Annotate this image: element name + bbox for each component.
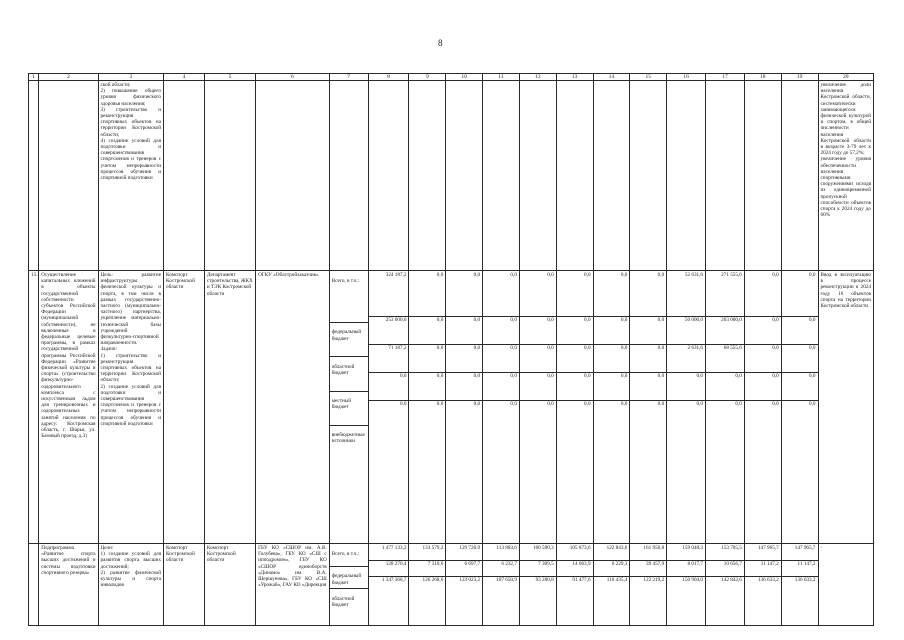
amount: 0,0 [409, 272, 445, 317]
amount: 93 280,8 [535, 577, 554, 583]
amount: 271 555,6 [706, 272, 744, 317]
co-executor-cell: Комспорт Костромской области [204, 544, 255, 626]
amount: 0,0 [745, 317, 781, 345]
amount: 126 268,6 [422, 577, 444, 583]
table-row [29, 271, 874, 544]
amount: 0,0 [782, 345, 818, 373]
amount: 0,0 [630, 317, 666, 345]
amount: 136 633,2 [757, 577, 779, 583]
col-number: 5 [204, 74, 255, 81]
col-number: 9 [409, 74, 446, 81]
amount: 50 000,0 [667, 317, 705, 345]
amount: 39 457,9 [630, 561, 666, 577]
subprogram-name-cell: Подпрограмма «Развитие спорта высших достижений и системы подготовки спортивного резерва» [39, 544, 98, 626]
amount: 147 965,7 [782, 545, 818, 561]
col-number: 6 [256, 74, 330, 81]
amount: 0,0 [446, 373, 482, 401]
col-number: 4 [164, 74, 205, 81]
amount: 203 000,0 [706, 317, 744, 345]
row-number: 15. [29, 271, 39, 544]
amount: 0,0 [706, 373, 744, 401]
amount: 0,0 [594, 272, 630, 317]
amount: 7 310,6 [409, 561, 445, 577]
amount: 1 347 368,7 [381, 577, 407, 583]
amount: 100 590,3 [520, 545, 556, 561]
amount: 14 063,9 [557, 561, 593, 577]
goals-cell: Цель: развитие инфраструктуры физической культуры и спорта, в том числе в рамках государственно-частного (муниципально-частного) партнерства, укрепление материально-технической базы учреждений физкультурно-спортивной направленности. Задачи: 1) строительство и реконструкция спортивных объектов на территории Костромской области; 2) создание условий для подготовки и совершенствования спортсменов и тренеров с учетом непрерывности процессов обучения и спортивной подготовки [98, 271, 163, 544]
col-number: 14 [593, 74, 630, 81]
source-label: Всего, в т.ч.: [330, 278, 368, 323]
amount: 0,0 [667, 373, 705, 401]
source-label: Всего, в т.ч.: [330, 551, 368, 567]
executor-cell: ГБУ КО «СШОР им. А.В. Голубева», ГБУ КО «СШ с ипподромом», ГБУ КО «СШОР единоборств «Динамо» им. В.А. Шершунова», ГБУ КО «СШ «Урожай», ГАУ КО «Дирекция [256, 544, 330, 626]
col-number: 18 [744, 74, 781, 81]
amount: 0,0 [557, 345, 593, 373]
amount: 71 187,2 [369, 345, 409, 373]
amount: 0,0 [557, 272, 593, 317]
col-number: 11 [483, 74, 520, 81]
amount: 0,0 [520, 345, 556, 373]
amount: 133 579,2 [409, 545, 445, 561]
source-label: областной бюджет [330, 364, 368, 392]
amount: 0,0 [436, 401, 444, 407]
amount: 0,0 [557, 373, 593, 401]
amount: 161 956,8 [630, 545, 666, 561]
source-label: федеральный бюджет [330, 329, 368, 357]
coordinator-cell: Комспорт Костромской области [164, 271, 205, 544]
amount: 0,0 [630, 272, 666, 317]
amount: 0,0 [446, 345, 482, 373]
amount: 0,0 [369, 373, 409, 401]
amount: 0,0 [630, 345, 666, 373]
amount: 129 720,9 [446, 545, 482, 561]
table-row [29, 544, 874, 626]
amount: 2 631,6 [667, 345, 705, 373]
amount: 0,0 [782, 317, 818, 345]
amount: 136 633,2 [794, 577, 816, 583]
amount: 1 477 133,2 [369, 545, 409, 561]
amount: 6 697,7 [446, 561, 482, 577]
source-label: местный бюджет [330, 398, 368, 426]
col-number: 7 [329, 74, 368, 81]
page-number: 8 [438, 38, 443, 48]
amount: 0,0 [745, 345, 781, 373]
col-number: 17 [706, 74, 745, 81]
amount: 0,0 [399, 401, 407, 407]
amount: 6 229,3 [594, 561, 630, 577]
col-number: 10 [446, 74, 483, 81]
amount: 91 477,6 [572, 577, 591, 583]
result-cell: Ввод в эксплуатацию в процессе реконструкции к 2024 году 16 объектов спорта на территории Костромской области [818, 271, 874, 544]
amount: 159 048,3 [667, 545, 705, 561]
tasks-cell: ской области; 2) повышение общего уровня физического здоровья населения; 3) строительство и реконструкция спортивных объектов на территории Костромской области; 4) создание условий для подготовки и совершенствования спортсменов и тренеров с учетом непрерывности процессов обучения и спортивной подготовки [98, 81, 163, 271]
table-row [29, 81, 874, 271]
amount: 52 631,6 [667, 272, 705, 317]
amount: 0,0 [483, 345, 519, 373]
amount: 0,0 [483, 317, 519, 345]
amount: 153 705,5 [706, 545, 744, 561]
amount: 0,0 [782, 373, 818, 401]
amount: 123 023,2 [459, 577, 481, 583]
program-table [28, 73, 874, 626]
amount: 107 650,9 [496, 577, 517, 583]
col-number: 2 [39, 74, 98, 81]
result-cell: увеличение доли населения Костромской области, систематически занимающегося физической культурой и спортом, в общей численности населения Костромской области в возрасте 3-79 лет к 2024 году до 57,2%; увеличение уровня обеспеченности населения спортивными сооружениями исходя из единовременной пропускной способности объектов спорта к 2024 году до 60% [818, 81, 874, 271]
amount: 0,0 [594, 345, 630, 373]
col-number: 3 [98, 74, 163, 81]
amount: 10 656,7 [706, 561, 744, 577]
col-number: 15 [630, 74, 667, 81]
amount: 116 435,4 [606, 577, 628, 583]
amount: 0,0 [594, 317, 630, 345]
amount: 0,0 [772, 401, 779, 407]
executor-cell: ОГКУ «Облстройзаказчик» [256, 271, 330, 544]
amount: 0,0 [594, 373, 630, 401]
amount: 0,0 [483, 373, 519, 401]
result-cell: - [818, 544, 874, 626]
amount: 0,0 [657, 401, 665, 407]
amount: 7 309,5 [520, 561, 556, 577]
amount: 113 883,6 [483, 545, 519, 561]
amount: 122 219,2 [643, 577, 665, 583]
amount: 0,0 [510, 401, 517, 407]
column-number-row [29, 74, 874, 81]
amount: 0,0 [735, 401, 742, 407]
amount: 0,0 [584, 401, 591, 407]
col-number: 13 [556, 74, 593, 81]
amount: 324 187,2 [369, 272, 409, 317]
amount: 105 873,6 [557, 545, 593, 561]
amount: 0,0 [745, 373, 781, 401]
amount: 0,0 [473, 401, 481, 407]
col-number: 16 [667, 74, 706, 81]
amount: 142 842,6 [721, 577, 742, 583]
col-number: 12 [519, 74, 556, 81]
source-label: областной бюджет [331, 595, 355, 608]
amount: 0,0 [520, 272, 556, 317]
amount: 0,0 [696, 401, 704, 407]
coordinator-cell: Комспорт Костромской области [164, 544, 205, 626]
amount: 253 000,0 [369, 317, 409, 345]
amount: 0,0 [630, 373, 666, 401]
amount: 0,0 [483, 272, 519, 317]
amount: 0,0 [745, 272, 781, 317]
source-label: внебюджетные источники [331, 432, 365, 445]
amount: 0,0 [446, 317, 482, 345]
amount: 150 904,0 [682, 577, 704, 583]
col-number: 1 [29, 74, 39, 81]
amount: 0,0 [782, 272, 818, 317]
amount: 0,0 [520, 373, 556, 401]
source-label: федеральный бюджет [330, 573, 368, 589]
amount: 0,0 [620, 401, 628, 407]
amount: 122 843,6 [594, 545, 630, 561]
amount: 11 147,2 [745, 561, 781, 577]
amount: 0,0 [409, 317, 445, 345]
amount: 8 017,7 [667, 561, 705, 577]
amount: 128 270,4 [369, 561, 409, 577]
amount: 0,0 [409, 345, 445, 373]
col-number: 8 [368, 74, 409, 81]
amount: 0,0 [809, 401, 816, 407]
amount: 0,0 [409, 373, 445, 401]
amount: 0,0 [547, 401, 554, 407]
col-number: 19 [781, 74, 818, 81]
amount: 6 232,7 [483, 561, 519, 577]
col-number: 20 [818, 74, 874, 81]
amount: 68 555,6 [706, 345, 744, 373]
amount: 0,0 [557, 317, 593, 345]
amount: 11 147,2 [782, 561, 818, 577]
co-executor-cell: Департамент строительства, ЖКХ и ТЭК Костромской области [204, 271, 255, 544]
goals-cell: Цели: 1) создание условий для развития спорта высших достижений; 2) развитие физической культуры и спорта инвалидов [98, 544, 163, 626]
amount: 147 965,7 [745, 545, 781, 561]
amount: 0,0 [446, 272, 482, 317]
activity-name-cell: Осуществление капитальных вложений в объекты государственной собственности субъектов Российской Федерации (муниципальной собственности), не включенные в федеральные целевые программы, в рамках государственной программы Российской Федерации «Развитие физической культуры и спорта» (строительство физкультурно-оздоровительного комплекса с искусственным льдом для тренировочных и оздоровительных занятий населения по адресу: Костромская область, г. Шарья, ул. Базовый проезд, д.3) [39, 271, 98, 544]
amount: 0,0 [520, 317, 556, 345]
